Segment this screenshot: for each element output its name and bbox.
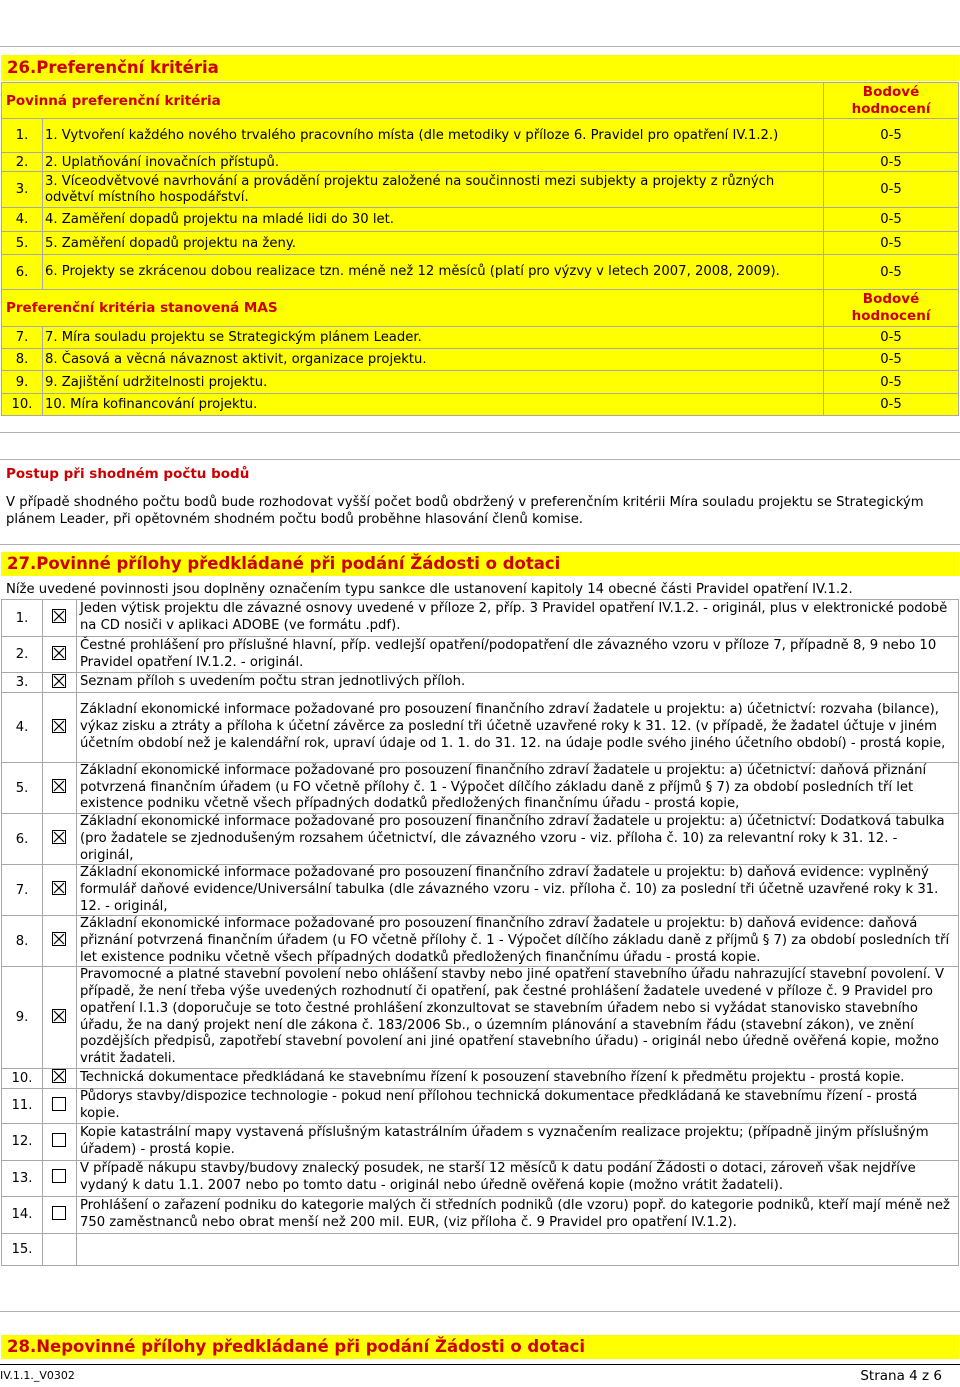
attachment-checkbox-cell bbox=[42, 1233, 76, 1265]
criteria-score: 0-5 bbox=[824, 349, 959, 371]
attachment-text: Kopie katastrální mapy vystavená příslušným katastrálním úřadem s vyznačením realizace projektu; (případně jiným příslušným úřadem) - prostá kopie. bbox=[76, 1123, 958, 1160]
attachment-num: 9. bbox=[2, 967, 43, 1068]
attachment-num: 2. bbox=[2, 637, 43, 673]
empty-checkbox-icon[interactable] bbox=[52, 1133, 66, 1147]
checked-checkbox-icon[interactable] bbox=[52, 674, 66, 688]
mas-criteria-row bbox=[2, 371, 959, 394]
attachment-checkbox-cell bbox=[42, 600, 76, 637]
criteria-row bbox=[2, 153, 959, 172]
checked-checkbox-icon[interactable] bbox=[52, 1069, 66, 1083]
attachment-text: Základní ekonomické informace požadované pro posouzení finančního zdraví žadatele u projektu: a) účetnictví: daňová přiznání potvrzená finančním úřadem (u FO včetně přílohy č. 1 - Výpočet dílčího základu daně z příjmů § 7) za období posledních tří let existence podniku včetně všech případných dodatků předložených finančnímu úřadu - prostá kopie, bbox=[76, 763, 958, 814]
criteria-text: 9. Zajištění udržitelnosti projektu. bbox=[42, 371, 823, 394]
criteria-text: 8. Časová a věcná návaznost aktivit, organizace projektu. bbox=[42, 349, 823, 371]
criteria-num: 10. bbox=[2, 394, 43, 416]
footer-doc-code: IV.1.1._V0302 bbox=[0, 1369, 75, 1382]
criteria-text: 1. Vytvoření každého nového trvalého pracovního místa (dle metodiky v příloze 6. Pravidel pro opatření IV.1.2.) bbox=[42, 119, 823, 153]
checked-checkbox-icon[interactable] bbox=[52, 719, 66, 733]
checked-checkbox-icon[interactable] bbox=[52, 646, 66, 660]
attachment-row bbox=[2, 1233, 959, 1265]
mas-score-header: Bodové hodnocení bbox=[824, 290, 959, 327]
criteria-row bbox=[2, 172, 959, 208]
attachment-text: Pravomocné a platné stavební povolení nebo ohlášení stavby nebo jiné opatření stavebního úřadu nahrazující stavební povolení. V případě, že není třeba výše uvedených rozhodnutí či opatření, pak čestné prohlášení žadatele uvedené v příloze č. 9 Pravidel pro opatření I.1.3 (doporučuje se toto čestné prohlášení zkonzultovat se stavebním úřadem nebo si vyžádat stanovisko stavebního úřadu, že na daný projekt není dle zákona č. 183/2006 Sb., o územním plánování a stavebním řádu (stavební zákon), ve znění pozdějších předpisů, zapotřebí stavební povolení ani jiné opatření stavebního úřadu) - originál nebo úředně ověřená kopie, možno vrátit žadateli. bbox=[76, 967, 958, 1068]
attachment-row bbox=[2, 1088, 959, 1123]
criteria-row bbox=[2, 119, 959, 153]
attachment-num: 13. bbox=[2, 1160, 43, 1196]
section-28-title-text: 28.Nepovinné přílohy předkládané při podání Žádosti o dotaci bbox=[7, 1337, 586, 1356]
attachment-checkbox-cell bbox=[42, 865, 76, 916]
criteria-row bbox=[2, 255, 959, 290]
attachment-row bbox=[2, 865, 959, 916]
criteria-text: 3. Víceodvětvové navrhování a provádění projektu založené na součinnosti mezi subjekty a projekty z různých odvětví místního hospodářství. bbox=[42, 172, 823, 208]
attachment-text: Základní ekonomické informace požadované pro posouzení finančního zdraví žadatele u projektu: a) účetnictví: Dodatková tabulka (pro žadatele se zjednodušeným rozsahem účetnictví, dle závazného vzoru - viz. příloha č. 10) za relevantní roky k 31. 12. - originál, bbox=[76, 814, 958, 865]
mandatory-header-row bbox=[2, 83, 959, 119]
attachment-text: Základní ekonomické informace požadované pro posouzení finančního zdraví žadatele u projektu: b) daňová evidence: daňová přiznání potvrzená finančním úřadem (u FO včetně přílohy č. 1 - Výpočet dílčího základu daně z příjmů § 7) za období posledních tří let existence podniku včetně všech případných dodatků předložených finančnímu úřadu - prostá kopie. bbox=[76, 916, 958, 967]
attachment-checkbox-cell bbox=[42, 1088, 76, 1123]
attachment-num: 15. bbox=[2, 1233, 43, 1265]
attachment-num: 1. bbox=[2, 600, 43, 637]
checked-checkbox-icon[interactable] bbox=[52, 779, 66, 793]
checked-checkbox-icon[interactable] bbox=[52, 1009, 66, 1023]
attachment-checkbox-cell bbox=[42, 1123, 76, 1160]
checked-checkbox-icon[interactable] bbox=[52, 881, 66, 895]
criteria-score: 0-5 bbox=[824, 232, 959, 255]
attachment-num: 10. bbox=[2, 1068, 43, 1088]
attachment-row bbox=[2, 1196, 959, 1233]
attachment-num: 14. bbox=[2, 1196, 43, 1233]
mas-criteria-row bbox=[2, 394, 959, 416]
criteria-row bbox=[2, 232, 959, 255]
attachment-num: 12. bbox=[2, 1123, 43, 1160]
mandatory-criteria-table bbox=[1, 82, 959, 416]
attachment-checkbox-cell bbox=[42, 1196, 76, 1233]
section-28-title bbox=[1, 1335, 959, 1359]
criteria-text: 6. Projekty se zkrácenou dobou realizace tzn. méně než 12 měsíců (platí pro výzvy v letech 2007, 2008, 2009). bbox=[42, 255, 823, 290]
attachment-text: Technická dokumentace předkládaná ke stavebnímu řízení k posouzení stavebního řízení k předmětu projektu - prostá kopie. bbox=[76, 1068, 958, 1088]
attachment-text: Prohlášení o zařazení podniku do kategorie malých či středních podniků (dle vzoru) popř. do kategorie podniků, kteří mají méně než 750 zaměstnanců nebo obrat menší než 200 mil. EUR, (viz příloha č. 9 Pravidel pro opatření IV.1.2). bbox=[76, 1196, 958, 1233]
attachment-num: 4. bbox=[2, 693, 43, 763]
attachment-text: Základní ekonomické informace požadované pro posouzení finančního zdraví žadatele u projektu: b) daňová evidence: vyplněný formulář daňové evidence/Universální tabulka (dle závazného vzoru - viz. příloha č. 10) za poslední tři účetně uzavřené roky k 31. 12. - originál, bbox=[76, 865, 958, 916]
footer-page-number: Strana 4 z 6 bbox=[860, 1368, 942, 1384]
criteria-score: 0-5 bbox=[824, 172, 959, 208]
empty-checkbox-icon[interactable] bbox=[52, 1097, 66, 1111]
criteria-score: 0-5 bbox=[824, 119, 959, 153]
attachment-text: Jeden výtisk projektu dle závazné osnovy uvedené v příloze 2, příp. 3 Pravidel opatření IV.1.2. - originál, plus v elektronické podobě na CD nosiči v aplikaci ADOBE (ve formátu .pdf). bbox=[76, 600, 958, 637]
attachments-table bbox=[1, 599, 959, 1266]
criteria-num: 5. bbox=[2, 232, 43, 255]
criteria-score: 0-5 bbox=[824, 255, 959, 290]
criteria-score: 0-5 bbox=[824, 327, 959, 349]
tie-text: V případě shodného počtu bodů bude rozhodovat vyšší počet bodů obdržený v preferenčním kritérii Míra souladu projektu se Strategickým plánem Leader, při opětovném shodném počtu bodů proběhne hlasování členů komise. bbox=[6, 495, 924, 527]
attachment-num: 5. bbox=[2, 763, 43, 814]
attachment-text: Seznam příloh s uvedením počtu stran jednotlivých příloh. bbox=[76, 673, 958, 693]
criteria-text: 2. Uplatňování inovačních přístupů. bbox=[42, 153, 823, 172]
attachment-row bbox=[2, 1068, 959, 1088]
attachment-text: Půdorys stavby/dispozice technologie - pokud není přílohou technická dokumentace předkládaná ke stavebnímu řízení - prostá kopie. bbox=[76, 1088, 958, 1123]
attachment-checkbox-cell bbox=[42, 1068, 76, 1088]
attachment-text bbox=[76, 1233, 958, 1265]
criteria-text: 5. Zaměření dopadů projektu na ženy. bbox=[42, 232, 823, 255]
criteria-num: 8. bbox=[2, 349, 43, 371]
criteria-num: 2. bbox=[2, 153, 43, 172]
mas-criteria-row bbox=[2, 327, 959, 349]
attachment-num: 11. bbox=[2, 1088, 43, 1123]
attachment-row bbox=[2, 967, 959, 1068]
attachment-row bbox=[2, 673, 959, 693]
attachment-checkbox-cell bbox=[42, 967, 76, 1068]
criteria-num: 6. bbox=[2, 255, 43, 290]
attachment-checkbox-cell bbox=[42, 1160, 76, 1196]
section-26-title bbox=[1, 55, 959, 81]
criteria-score: 0-5 bbox=[824, 153, 959, 172]
mas-criteria-row bbox=[2, 349, 959, 371]
attachment-row bbox=[2, 814, 959, 865]
attachment-text: V případě nákupu stavby/budovy znalecký posudek, ne starší 12 měsíců k datu podání Žádosti o dotaci, zároveň však nejdříve vydaný k datu 1.1. 2007 nebo po tomto datu - originál nebo úředně ověřená kopie (možno vrátit žadateli). bbox=[76, 1160, 958, 1196]
mas-title: Preferenční kritéria stanovená MAS bbox=[2, 290, 824, 327]
criteria-num: 3. bbox=[2, 172, 43, 208]
attachment-row bbox=[2, 1160, 959, 1196]
criteria-score: 0-5 bbox=[824, 208, 959, 232]
tie-title: Postup při shodném počtu bodů bbox=[6, 466, 250, 482]
attachment-row bbox=[2, 916, 959, 967]
attachment-text: Základní ekonomické informace požadované pro posouzení finančního zdraví žadatele u projektu: a) účetnictví: rozvaha (bilance), výkaz zisku a ztráty a příloha k účetní závěrce za poslední tři účetně uzavřené roky k 31. 12. (v případě, že žadatel účtuje v jiném účetním období než je kalendářní rok, upraví údaje od 1. 1. do 31. 12. na údaje podle svého jiného účetního období) - prostá kopie, bbox=[76, 693, 958, 763]
attachment-text: Čestné prohlášení pro příslušné hlavní, příp. vedlejší opatření/podopatření dle závazného vzoru v příloze 7, případně 8, 9 nebo 10 Pravidel opatření IV.1.2. - originál. bbox=[76, 637, 958, 673]
criteria-score: 0-5 bbox=[824, 371, 959, 394]
criteria-num: 1. bbox=[2, 119, 43, 153]
section-27-title bbox=[1, 552, 959, 576]
section-26-title-text: 26.Preferenční kritéria bbox=[7, 58, 219, 77]
empty-checkbox-icon[interactable] bbox=[52, 1206, 66, 1220]
attachment-row bbox=[2, 693, 959, 763]
checked-checkbox-icon[interactable] bbox=[52, 932, 66, 946]
section-27-title-text: 27.Povinné přílohy předkládané při podání Žádosti o dotaci bbox=[7, 554, 561, 573]
attachment-num: 8. bbox=[2, 916, 43, 967]
criteria-score: 0-5 bbox=[824, 394, 959, 416]
attachment-checkbox-cell bbox=[42, 673, 76, 693]
attachment-num: 3. bbox=[2, 673, 43, 693]
attachment-checkbox-cell bbox=[42, 814, 76, 865]
criteria-num: 7. bbox=[2, 327, 43, 349]
empty-checkbox-icon[interactable] bbox=[52, 1169, 66, 1183]
mas-header-row bbox=[2, 290, 959, 327]
attachment-checkbox-cell bbox=[42, 693, 76, 763]
score-header: Bodové hodnocení bbox=[824, 83, 959, 119]
mandatory-title: Povinná preferenční kritéria bbox=[2, 83, 824, 119]
attachment-checkbox-cell bbox=[42, 763, 76, 814]
attachment-row bbox=[2, 1123, 959, 1160]
checked-checkbox-icon[interactable] bbox=[52, 830, 66, 844]
attachment-row bbox=[2, 637, 959, 673]
criteria-num: 9. bbox=[2, 371, 43, 394]
criteria-row bbox=[2, 208, 959, 232]
attachment-checkbox-cell bbox=[42, 637, 76, 673]
criteria-text: 10. Míra kofinancování projektu. bbox=[42, 394, 823, 416]
attachment-checkbox-cell bbox=[42, 916, 76, 967]
criteria-num: 4. bbox=[2, 208, 43, 232]
checked-checkbox-icon[interactable] bbox=[52, 609, 66, 623]
attachments-intro: Níže uvedené povinnosti jsou doplněny označením typu sankce dle ustanovení kapitoly 14 obecné části Pravidel opatření IV.1.2. bbox=[6, 582, 853, 597]
attachment-row bbox=[2, 763, 959, 814]
attachment-row bbox=[2, 600, 959, 637]
criteria-text: 4. Zaměření dopadů projektu na mladé lidi do 30 let. bbox=[42, 208, 823, 232]
attachment-num: 7. bbox=[2, 865, 43, 916]
criteria-text: 7. Míra souladu projektu se Strategickým plánem Leader. bbox=[42, 327, 823, 349]
attachment-num: 6. bbox=[2, 814, 43, 865]
